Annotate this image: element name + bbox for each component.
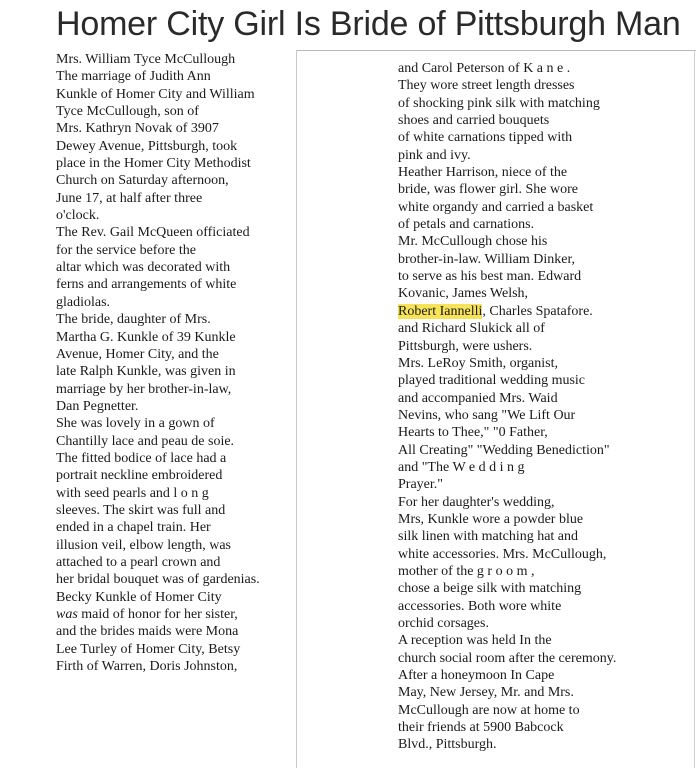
text-line: white accessories. Mrs. McCullough, xyxy=(398,546,607,562)
text-line: Firth of Warren, Doris Johnston, xyxy=(56,659,238,675)
text-line: gladiolas. xyxy=(56,294,111,310)
text-line: silk linen with matching hat and xyxy=(398,529,579,545)
text-line: and "The W e d d i n g xyxy=(398,459,525,475)
text-line: pink and ivy. xyxy=(398,147,471,163)
text-line: and Carol Peterson of K a n e . xyxy=(398,61,571,76)
text-line: Mrs. LeRoy Smith, organist, xyxy=(398,355,558,371)
text-line: Pittsburgh, were ushers. xyxy=(398,338,533,354)
text-line: with seed pearls and l o n g xyxy=(56,485,209,501)
text-line: orchid corsages. xyxy=(398,616,489,631)
text-line: A reception was held In the xyxy=(398,633,552,649)
text-line: her bridal bouquet was of gardenias. xyxy=(56,572,260,588)
text-line: Avenue, Homer City, and the xyxy=(56,346,219,362)
text-line: June 17, at half after three xyxy=(56,190,203,206)
text-line: She was lovely in a gown of xyxy=(56,416,215,432)
text-line: illusion veil, elbow length, was xyxy=(56,537,231,553)
text-line: McCullough are now at home to xyxy=(398,702,580,718)
text-line: church social room after the ceremony. xyxy=(398,650,617,666)
text-line: Chantilly lace and peau de soie. xyxy=(56,433,235,449)
text-line: of petals and carnations. xyxy=(398,217,535,233)
text-line: All Creating" "Wedding Benediction" xyxy=(398,442,610,458)
text-line: Nevins, who sang "We Lift Our xyxy=(398,407,576,423)
text-line: The marriage of Judith Ann xyxy=(56,69,211,85)
text-line: ended in a chapel train. Her xyxy=(56,520,211,536)
text-line: altar which was decorated with xyxy=(56,260,231,276)
text-line: their friends at 5900 Babcock xyxy=(398,720,564,736)
text-line: sleeves. The skirt was full and xyxy=(56,502,226,518)
text-line: attached to a pearl crown and xyxy=(56,554,221,570)
left-column xyxy=(56,51,260,675)
text-line xyxy=(398,303,616,320)
highlighted-name: Robert Iannelli xyxy=(398,303,483,319)
text-line: The fitted bodice of lace had a xyxy=(56,450,227,466)
text-line: Kunkle of Homer City and William xyxy=(56,86,255,102)
column-rule-top xyxy=(296,50,696,51)
text-line: The bride, daughter of Mrs. xyxy=(56,312,211,328)
text-fragment: , Charles Spatafore. xyxy=(482,303,593,319)
text-line: After a honeymoon In Cape xyxy=(398,668,555,684)
headline: Homer City Girl Is Bride of Pittsburgh Man xyxy=(56,5,681,43)
text-line: Mrs, Kunkle wore a powder blue xyxy=(398,511,584,527)
text-line: marriage by her brother-in-law, xyxy=(56,381,232,397)
text-line: white organdy and carried a basket xyxy=(398,199,594,215)
italic-word: was xyxy=(56,607,78,622)
text-line: The Rev. Gail McQueen officiated xyxy=(56,225,250,241)
text-line: Church on Saturday afternoon, xyxy=(56,173,229,189)
text-line: for the service before the xyxy=(56,242,196,258)
text-line: brother-in-law. William Dinker, xyxy=(398,251,576,267)
text-line: Prayer." xyxy=(398,477,443,493)
text-line: Dewey Avenue, Pittsburgh, took xyxy=(56,138,238,154)
text-line: Tyce McCullough, son of xyxy=(56,104,199,120)
text-line: They wore street length dresses xyxy=(398,78,575,94)
text-fragment: maid of honor for her sister, xyxy=(81,607,238,622)
text-line: Heather Harrison, niece of the xyxy=(398,165,568,181)
text-line: May, New Jersey, Mr. and Mrs. xyxy=(398,685,574,701)
text-line: Kovanic, James Welsh, xyxy=(398,286,529,302)
column-rule-left xyxy=(296,50,297,768)
text-line: ferns and arrangements of white xyxy=(56,277,237,293)
text-line: Mr. McCullough chose his xyxy=(398,234,548,250)
text-line: and Richard Slukick all of xyxy=(398,321,545,337)
text-line: Mrs. Kathryn Novak of 3907 xyxy=(56,121,219,137)
text-line: and accompanied Mrs. Waid xyxy=(398,390,558,406)
right-column xyxy=(398,60,616,754)
text-line: accessories. Both wore white xyxy=(398,598,562,614)
text-line: Dan Pegnetter. xyxy=(56,398,139,414)
text-line: For her daughter's wedding, xyxy=(398,494,555,510)
text-line: to serve as his best man. Edward xyxy=(398,269,582,285)
text-line: shoes and carried bouquets xyxy=(398,113,550,129)
text-line: Lee Turley of Homer City, Betsy xyxy=(56,641,241,657)
text-line: Becky Kunkle of Homer City xyxy=(56,589,222,605)
text-line: chose a beige silk with matching xyxy=(398,581,582,597)
text-line: of shocking pink silk with matching xyxy=(398,95,600,111)
text-line: Mrs. William Tyce McCullough xyxy=(56,52,236,67)
text-line: of white carnations tipped with xyxy=(398,130,573,146)
text-line: Martha G. Kunkle of 39 Kunkle xyxy=(56,329,236,345)
text-line: mother of the g r o o m , xyxy=(398,563,535,579)
text-line: o'clock. xyxy=(56,208,100,224)
text-line: played traditional wedding music xyxy=(398,373,586,389)
text-line: Blvd., Pittsburgh. xyxy=(398,737,497,753)
text-line: and the brides maids were Mona xyxy=(56,624,239,640)
text-line: place in the Homer City Methodist xyxy=(56,156,251,172)
text-line: Hearts to Thee," "0 Father, xyxy=(398,425,548,441)
text-line: portrait neckline embroidered xyxy=(56,468,223,484)
text-line: late Ralph Kunkle, was given in xyxy=(56,364,236,380)
text-line: bride, was flower girl. She wore xyxy=(398,182,579,198)
column-rule-right xyxy=(694,50,695,768)
text-line xyxy=(56,606,260,623)
